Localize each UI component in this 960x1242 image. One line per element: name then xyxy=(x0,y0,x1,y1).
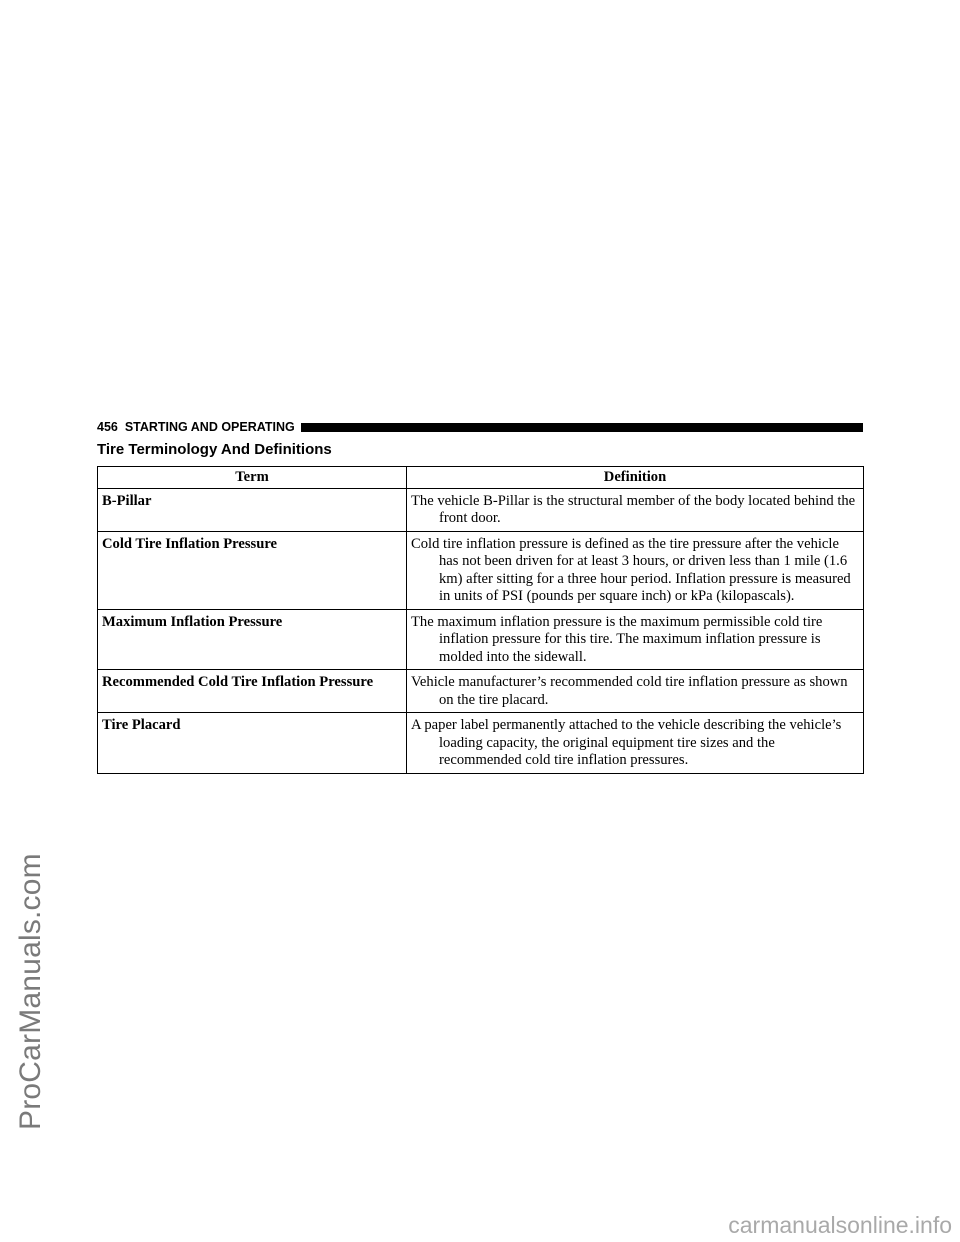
column-header-term: Term xyxy=(98,467,407,489)
table-row xyxy=(98,609,864,670)
section-title: Tire Terminology And Definitions xyxy=(97,441,332,458)
term-cell: Recommended Cold Tire Inflation Pressure xyxy=(98,670,407,713)
term-cell: Maximum Inflation Pressure xyxy=(98,609,407,670)
term-cell: Cold Tire Inflation Pressure xyxy=(98,531,407,609)
definition-text: A paper label permanently attached to the vehicle describing the vehicle’s loading capacity, the original equipment tire sizes and the recommended cold tire inflation pressures. xyxy=(411,717,842,768)
definition-text: The maximum inflation pressure is the maximum permissible cold tire inflation pressure for this tire. The maximum inflation pressure is molded into the sidewall. xyxy=(411,613,823,665)
side-watermark: ProCarManuals.com xyxy=(14,853,47,1130)
table-row xyxy=(98,670,864,713)
table-header-row xyxy=(98,467,864,489)
table-row xyxy=(98,531,864,609)
definition-cell xyxy=(407,609,864,670)
section-name: STARTING AND OPERATING xyxy=(124,420,295,434)
bottom-watermark: carmanualsonline.info xyxy=(728,1212,952,1238)
column-header-definition: Definition xyxy=(407,467,864,489)
definition-text: The vehicle B-Pillar is the structural member of the body located behind the front door. xyxy=(411,492,856,526)
term-cell: B-Pillar xyxy=(98,488,407,531)
page-number: 456 xyxy=(97,420,118,434)
definition-cell xyxy=(407,670,864,713)
term-cell: Tire Placard xyxy=(98,713,407,774)
terminology-table xyxy=(97,466,864,774)
definition-cell xyxy=(407,488,864,531)
table-row xyxy=(98,713,864,774)
definition-cell xyxy=(407,713,864,774)
table-row xyxy=(98,488,864,531)
running-header-text xyxy=(97,420,301,434)
definition-text: Vehicle manufacturer’s recommended cold tire inflation pressure as shown on the tire placard. xyxy=(411,674,848,708)
running-header xyxy=(97,419,863,435)
definition-text: Cold tire inflation pressure is defined as the tire pressure after the vehicle has not been driven for at least 3 hours, or driven less than 1 mile (1.6 km) after sitting for a three hour period. Inflation pressure is measured in units of PSI (pounds per square inch) or kPa (kilopascals). xyxy=(411,535,851,604)
header-rule xyxy=(301,423,863,432)
definition-cell xyxy=(407,531,864,609)
